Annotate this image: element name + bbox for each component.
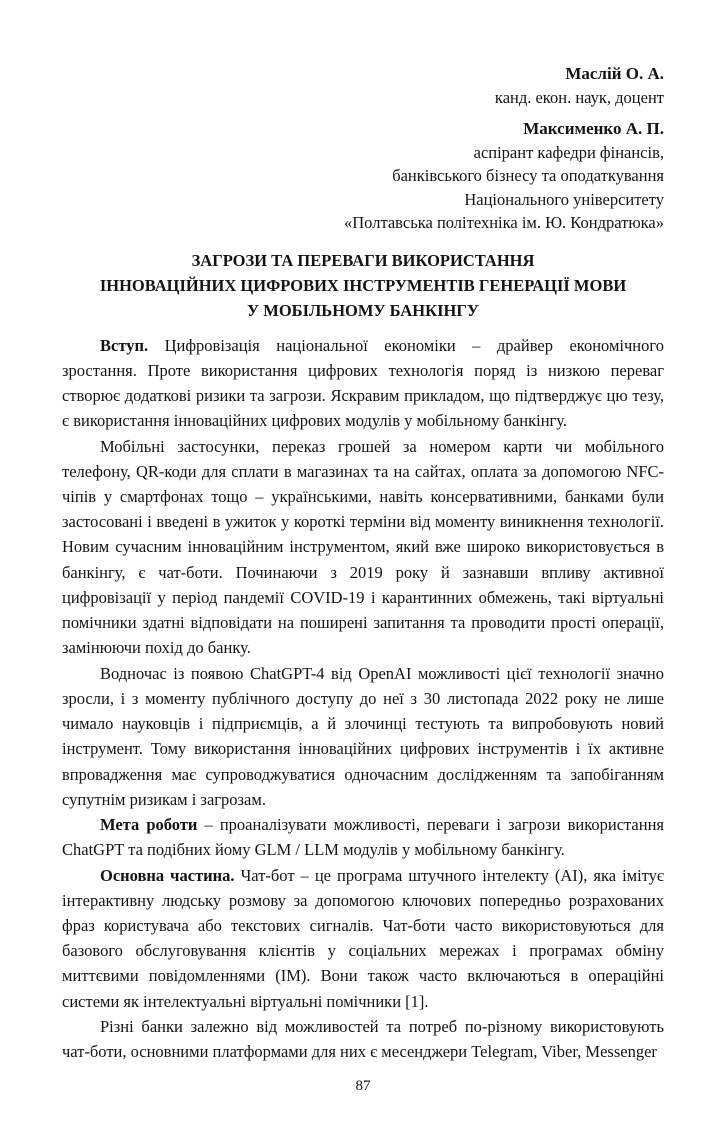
author-affiliation-line: «Полтавська політехніка ім. Ю. Кондратюка»	[344, 212, 664, 232]
page-number: 87	[355, 1078, 371, 1095]
paragraph-text: Водночас із появою ChatGPT-4 від OpenAI можливості цієї технології значно зросли, і з моменту публічного доступу до неї з 30 листопада 2022 року не лише чимало науковців і підприємців, а й злочинці тестують та випробовують новий інструмент. Тому використання інноваційних цифрових інструментів і їх активне впровадження має супроводжуватися одночасним дослідженням та запобіганням супутнім ризикам і загрозам.	[62, 663, 664, 809]
author-credentials: канд. екон. наук, доцент	[494, 88, 664, 108]
paragraph-text: Різні банки залежно від можливостей та потреб по-різному використовують чат-боти, основними платформами для них є месенджери Telegram, Viber, Messenger	[62, 1016, 664, 1062]
author-name: Максименко А. П.	[523, 118, 664, 138]
paragraph-text: Чат-бот – це програма штучного інтелекту (AI), яка імітує інтерактивну людську розмову за допомогою ключових попередньо розрахованих фраз користувача або текстових сигналів. Чат-боти часто використовуються для базового обслуговування клієнтів у соціальних мережах і програмах обміну миттєвими повідомленнями (ІМ). Вони також часто включаються в операційні системи як інтелектуальні віртуальні помічники [1].	[62, 865, 664, 1011]
page-footer	[62, 1064, 664, 1095]
paragraph-text: Мобільні застосунки, переказ грошей за номером карти чи мобільного телефону, QR-коди для сплати в магазинах та на сайтах, оплата за допомогою NFC-чіпів у смартфонах тощо – українськими, навіть консервативними, банками були застосовані і введені в ужиток у короткі терміни від моменту виникнення технології. Новим сучасним інноваційним інструментом, який вже широко використовується в банкінгу, є чат-боти. Починаючи з 2019 року й зазнавши впливу активної цифровізації у період пандемії COVID-19 і карантинних обмежень, такі віртуальні помічники здатні відповідати на поширені запитання та проводити прості операції, замінюючи похід до банку.	[62, 436, 664, 658]
author-name: Маслій О. А.	[565, 64, 664, 83]
lead-term: Основна частина.	[100, 865, 235, 885]
paragraph-text: – проаналізувати можливості, переваги і загрози використання ChatGPT та подібних йому GLM / LLM модулів у мобільному банкінгу.	[62, 815, 665, 860]
paper-title	[62, 249, 664, 323]
paper-body	[62, 333, 664, 1065]
paragraph-intro	[62, 333, 664, 434]
paragraph	[62, 1014, 664, 1064]
paragraph	[62, 661, 664, 812]
paragraph	[62, 434, 664, 661]
author-affiliation-line: Національного університету	[464, 189, 664, 209]
author-affiliation-line: аспірант кафедри фінансів,	[473, 142, 664, 162]
lead-term: Вступ.	[100, 335, 149, 355]
author-affiliation-line: банківського бізнесу та оподаткування	[392, 166, 664, 186]
paragraph-text: Цифровізація національної економіки – драйвер економічного зростання. Проте використання цифрових технологія поряд із низкою переваг створює додаткові ризики та загрози. Яскравим прикладом, що підтверджує цю тезу, є використання інноваційних цифрових модулів у мобільному банкінгу.	[62, 335, 664, 431]
paragraph-goal	[62, 812, 664, 862]
paragraph-main-part	[62, 863, 664, 1014]
title-line: У МОБІЛЬНОМУ БАНКІНГУ	[247, 300, 479, 320]
authors-block	[62, 62, 664, 234]
title-line: ЗАГРОЗИ ТА ПЕРЕВАГИ ВИКОРИСТАННЯ	[191, 251, 535, 271]
lead-term: Мета роботи	[100, 815, 198, 835]
title-line: ІННОВАЦІЙНИХ ЦИФРОВИХ ІНСТРУМЕНТІВ ГЕНЕРАЦІЇ МОВИ	[99, 276, 627, 296]
